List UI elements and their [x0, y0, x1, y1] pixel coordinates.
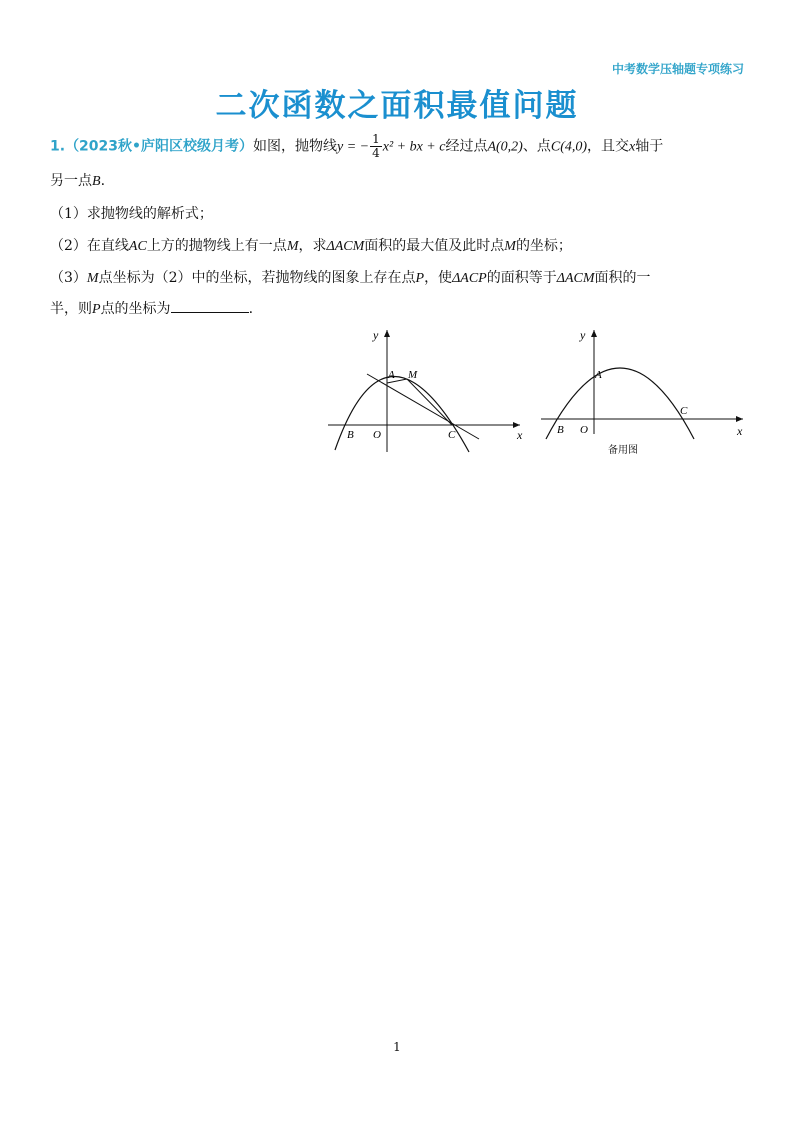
intro-text: 、点 — [522, 138, 551, 155]
label-b: B — [557, 424, 564, 436]
figure-caption: 备用图 — [608, 445, 638, 456]
x-axis-arrow — [736, 416, 743, 422]
y-axis-arrow — [591, 330, 597, 337]
fraction-denominator: 4 — [372, 146, 380, 160]
segment-mc — [407, 379, 452, 425]
triangle-acm: ΔACM — [556, 271, 595, 286]
question-1 — [50, 203, 750, 225]
point-m: M — [286, 239, 299, 254]
text: 面积的最大值及此时点 — [364, 238, 505, 254]
intro-text: 轴于 — [635, 138, 664, 155]
text: 的面积等于 — [486, 270, 557, 286]
answer-blank[interactable] — [171, 298, 249, 313]
equation-fraction — [370, 133, 382, 160]
problem-number: 1. — [50, 138, 66, 155]
label-m: M — [408, 369, 418, 381]
triangle-acp: ΔACP — [452, 271, 487, 286]
axis-x: x — [629, 139, 636, 155]
text: （2）在直线 — [50, 238, 129, 254]
text: 另一点 — [50, 173, 92, 189]
point-p: P — [415, 271, 425, 286]
question-2 — [50, 235, 750, 258]
problem-source: （2023秋•庐阳区校级月考） — [65, 138, 253, 155]
line-ac — [367, 374, 479, 439]
point-p: P — [92, 302, 101, 317]
fraction-numerator: 1 — [372, 132, 380, 146]
point-b: B — [92, 174, 101, 189]
figure-2 — [538, 322, 750, 462]
text: 点坐标为（2）中的坐标，若抛物线的图象上存在点 — [98, 270, 416, 286]
y-axis-arrow — [384, 330, 390, 337]
label-x: x — [517, 428, 523, 442]
page-number: 1 — [393, 1040, 401, 1054]
text: . — [248, 301, 254, 317]
question-1-text: （1）求抛物线的解析式； — [50, 206, 213, 222]
label-a: A — [388, 369, 395, 381]
label-y: y — [373, 328, 379, 342]
question-3: （3）M点坐标为（2）中的坐标，若抛物线的图象上存在点P，使ΔACP的面积等于ΔACM面积的一 — [50, 270, 651, 286]
equation-rhs: x² + bx + c — [382, 139, 446, 155]
equation-lhs: y = − — [336, 139, 370, 155]
label-c: C — [680, 405, 688, 417]
intro-text: 如图，抛物线 — [252, 138, 337, 155]
point-m: M — [86, 271, 99, 286]
text: 的坐标； — [515, 238, 572, 254]
text: 半，则 — [50, 301, 92, 317]
problem-line-2 — [50, 170, 750, 193]
point-m: M — [504, 239, 516, 254]
question-3-cont — [50, 298, 750, 321]
text: 面积的一 — [594, 270, 651, 286]
line-ac: AC — [128, 239, 147, 254]
parabola — [546, 368, 694, 439]
page-title: 二次函数之面积最值问题 — [215, 88, 579, 124]
label-o: O — [373, 429, 381, 441]
series-tag: 中考数学压轴题专项练习 — [611, 62, 744, 76]
label-o: O — [580, 424, 588, 436]
text: 点的坐标为 — [100, 301, 171, 317]
text: ，使 — [424, 270, 453, 286]
label-x: x — [737, 424, 743, 438]
intro-text: ，且交 — [587, 138, 630, 155]
triangle-acm: ΔACM — [326, 239, 365, 254]
text: ，求 — [298, 238, 327, 254]
label-a: A — [595, 369, 602, 381]
problem-statement — [50, 133, 750, 160]
label-b: B — [347, 429, 354, 441]
text: . — [100, 173, 106, 189]
label-c: C — [448, 429, 456, 441]
point-c: C(4,0) — [550, 139, 588, 155]
label-y: y — [580, 328, 586, 342]
point-a: A(0,2) — [487, 139, 523, 155]
figure-1 — [325, 322, 530, 457]
intro-text: 经过点 — [445, 138, 488, 155]
text: 上方的抛物线上有一点 — [146, 238, 287, 254]
